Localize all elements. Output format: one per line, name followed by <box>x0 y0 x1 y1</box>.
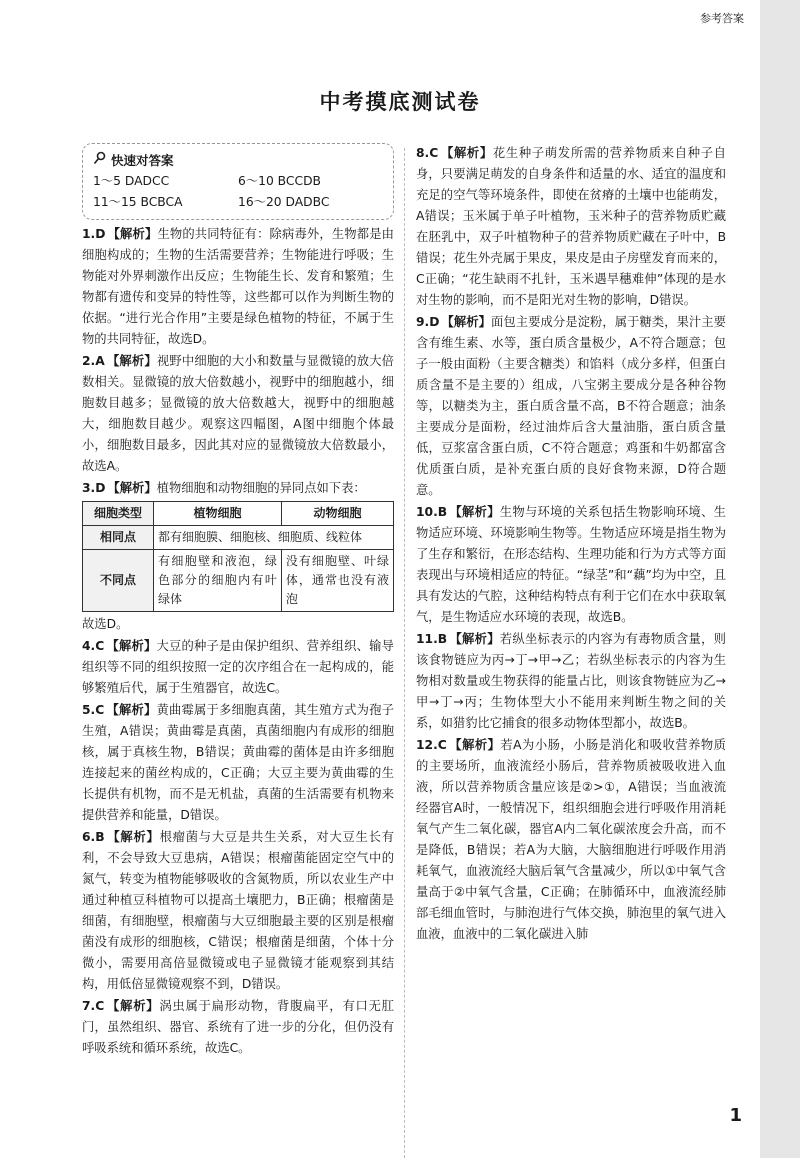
answer-tag: 【解析】 <box>106 830 160 844</box>
answer-text: 大豆的种子是由保护组织、营养组织、输导组织等不同的组织按照一定的次序组合在一起构成的，能够繁殖后代，属于生殖器官，故选C。 <box>82 639 394 695</box>
table-row <box>83 526 394 550</box>
answer-tag: 【解析】 <box>448 738 501 752</box>
answer-text: 植物细胞和动物细胞的异同点如下表： <box>156 481 366 495</box>
table-cell: 有细胞壁和液泡，绿色部分的细胞内有叶绿体 <box>154 550 282 612</box>
key-icon <box>93 150 107 171</box>
quick-answer-row <box>93 192 383 213</box>
answer-tag: 【解析】 <box>106 999 160 1013</box>
answer-text: 视野中细胞的大小和数量与显微镜的放大倍数相关。显微镜的放大倍数越小，视野中的细胞越小，细胞数目越多；显微镜的放大倍数越大，视野中的细胞越大，细胞数目越少。观察这四幅图，A图中细胞个体最小，细胞数目最多，因此其对应的显微镜放大倍数最小，故选A。 <box>82 354 394 473</box>
answer-tag: 【解析】 <box>107 227 158 241</box>
answer-text: 面包主要成分是淀粉，属于糖类，果汁主要含有维生素、水等，蛋白质含量极少，A不符合题意；包子一般由面粉（主要含糖类）和馅料（成分多样，但蛋白质含量不是主要的）组成，八宝粥主要成分是各种谷物等，以糖类为主，蛋白质含量不高，B不符合题意；油条主要成分是面粉，经过油炸后含大量油脂，蛋白质含量低，豆浆富含蛋白质，C不符合题意；鸡蛋和牛奶都富含优质蛋白质，是补充蛋白质的良好食物来源，D符合题意。 <box>416 315 726 497</box>
answer-item-9 <box>416 312 726 501</box>
answer-tag: 【解析】 <box>449 505 500 519</box>
answer-number: 4.C <box>82 639 105 653</box>
table-header-cell: 植物细胞 <box>154 502 282 526</box>
table-header-cell: 细胞类型 <box>83 502 154 526</box>
quick-answer-cell: 1～5 DADCC <box>93 174 170 188</box>
quick-answer-cell: 6～10 BCCDB <box>238 174 321 188</box>
answer-item-8 <box>416 143 726 311</box>
answer-text: 生物的共同特征有：除病毒外，生物都是由细胞构成的；生物的生活需要营养；生物能进行呼吸；生物能对外界刺激作出反应；生物能生长、发育和繁殖；生物都有遗传和变异的特性等，这些都可以作为判断生物的依据。“进行光合作用”主要是绿色植物的特征，不属于生物的共同特征，故选D。 <box>82 227 394 346</box>
answer-number: 11.B <box>416 632 448 646</box>
answer-number: 10.B <box>416 505 448 519</box>
page-title: 中考摸底测试卷 <box>319 90 481 114</box>
page-edge-strip <box>760 0 800 1158</box>
answer-item-4 <box>82 636 394 699</box>
answer-number: 6.B <box>82 830 105 844</box>
answer-item-3 <box>82 478 394 635</box>
table-row <box>83 550 394 612</box>
answer-item-2 <box>82 351 394 477</box>
answer-item-11 <box>416 629 726 734</box>
answer-text: 若A为小肠，小肠是消化和吸收营养物质的主要场所，血液流经小肠后，营养物质被吸收进入血液，所以营养物质含量应该是②>①，A错误；当血液流经器官A时，一般情况下，组织细胞会进行呼吸作用消耗氧气产生二氧化碳，器官A内二氧化碳浓度会升高，而不是降低，B错误；若A为大脑，大脑细胞进行呼吸作用消耗氧气，血液流经大脑后氧气含量减少，所以①中氧气含量高于②中氧气含量，C正确；在肺循环中，血液流经肺部毛细血管时，与肺泡进行气体交换，肺泡里的氧气进入血液，血液中的二氧化碳进入肺 <box>416 738 726 941</box>
answer-number: 2.A <box>82 354 105 368</box>
answer-item-7 <box>82 996 394 1059</box>
answer-item-6 <box>82 827 394 995</box>
answer-number: 12.C <box>416 738 447 752</box>
cell-comparison-table <box>82 501 394 612</box>
answer-number: 3.D <box>82 481 106 495</box>
answer-number: 8.C <box>416 146 439 160</box>
answer-tag: 【解析】 <box>440 146 493 160</box>
answer-item-10 <box>416 502 726 628</box>
quick-answer-title-text: 快速对答案 <box>111 153 174 168</box>
answer-tag: 【解析】 <box>106 639 157 653</box>
header-label: 参考答案 <box>700 12 744 25</box>
answer-text: 故选D。 <box>82 617 129 631</box>
answer-number: 1.D <box>82 227 106 241</box>
answer-tag: 【解析】 <box>107 481 157 495</box>
answer-number: 9.D <box>416 315 440 329</box>
quick-answer-row <box>93 171 383 192</box>
answer-text: 生物与环境的关系包括生物影响环境、生物适应环境、环境影响生物等。生物适应环境是指生物为了生存和繁衍，在形态结构、生理功能和行为方式等方面表现出与环境相适应的特征。“绿茎”和“藕”均为中空，且具有发达的气腔，这种结构特点有利于它们在水中获取氧气，是生物适应水环境的表现，故选B。 <box>416 505 726 624</box>
table-header-cell: 动物细胞 <box>281 502 393 526</box>
answer-text: 若纵坐标表示的内容为有毒物质含量，则该食物链应为丙→丁→甲→乙；若纵坐标表示的内容为生物相对数量或生物获得的能量占比，则该食物链应为乙→甲→丁→丙；生物体型大小不能用来判断生物之间的关系，如猎豹比它捕食的很多动物体型都小，故选B。 <box>416 632 726 730</box>
table-cell: 都有细胞膜、细胞核、细胞质、线粒体 <box>154 526 394 550</box>
table-header-row <box>83 502 394 526</box>
answer-item-5 <box>82 700 394 826</box>
table-row-label: 不同点 <box>83 550 154 612</box>
answer-item-12 <box>416 735 726 945</box>
answer-text: 根瘤菌与大豆是共生关系，对大豆生长有利，不会导致大豆患病，A错误；根瘤菌能固定空气中的氮气，转变为植物能够吸收的含氮物质，所以农业生产中通过种植豆科植物可以提高土壤肥力，B正确；根瘤菌是细菌，有细胞壁，根瘤菌与大豆细胞最主要的区别是根瘤菌没有成形的细胞核，C错误；根瘤菌是细菌，个体十分微小，需要用高倍显微镜或电子显微镜才能观察到其结构，用低倍显微镜观察不到，D错误。 <box>82 830 394 991</box>
quick-answer-title <box>93 150 383 171</box>
column-divider <box>404 148 406 1158</box>
answer-number: 5.C <box>82 703 105 717</box>
answer-text: 花生种子萌发所需的营养物质来自种子自身，只要满足萌发的自身条件和适量的水、适宜的温度和充足的空气等环境条件，即使在贫瘠的土壤中也能萌发，A错误；玉米属于单子叶植物，玉米种子的营养物质贮藏在胚乳中，双子叶植物种子的营养物质贮藏在子叶中，B错误；花生外壳属于果皮，果皮是由子房壁发育而来的，C正确；“花生缺雨不扎针，玉米遇旱穗难伸”体现的是水对生物的影响，而不是阳光对生物的影响，D错误。 <box>416 146 726 307</box>
page-number: 1 <box>729 1105 742 1126</box>
quick-answer-cell: 16～20 DADBC <box>238 195 330 209</box>
quick-answer-box <box>82 143 394 220</box>
answer-text: 黄曲霉属于多细胞真菌，其生殖方式为孢子生殖，A错误；黄曲霉是真菌，真菌细胞内有成形的细胞核，属于真核生物，B错误；黄曲霉的菌体是由许多细胞连接起来的菌丝构成的，C正确；大豆主要为黄曲霉的生长提供有机物，而不是无机盐，真菌的生活需要有机物来提供营养和能量，D错误。 <box>82 703 394 822</box>
quick-answer-cell: 11～15 BCBCA <box>93 195 183 209</box>
answer-tag: 【解析】 <box>106 354 157 368</box>
answer-item-1 <box>82 224 394 350</box>
right-column <box>416 143 726 946</box>
answer-text: 涡虫属于扁形动物，背腹扁平，有口无肛门，虽然组织、器官、系统有了进一步的分化，但仍没有呼吸系统和循环系统，故选C。 <box>82 999 394 1055</box>
answer-tag: 【解析】 <box>449 632 500 646</box>
table-row-label: 相同点 <box>83 526 154 550</box>
table-cell: 没有细胞壁、叶绿体，通常也没有液泡 <box>281 550 393 612</box>
left-column <box>82 143 394 1060</box>
answer-number: 7.C <box>82 999 105 1013</box>
answer-tag: 【解析】 <box>106 703 157 717</box>
answer-tag: 【解析】 <box>441 315 491 329</box>
